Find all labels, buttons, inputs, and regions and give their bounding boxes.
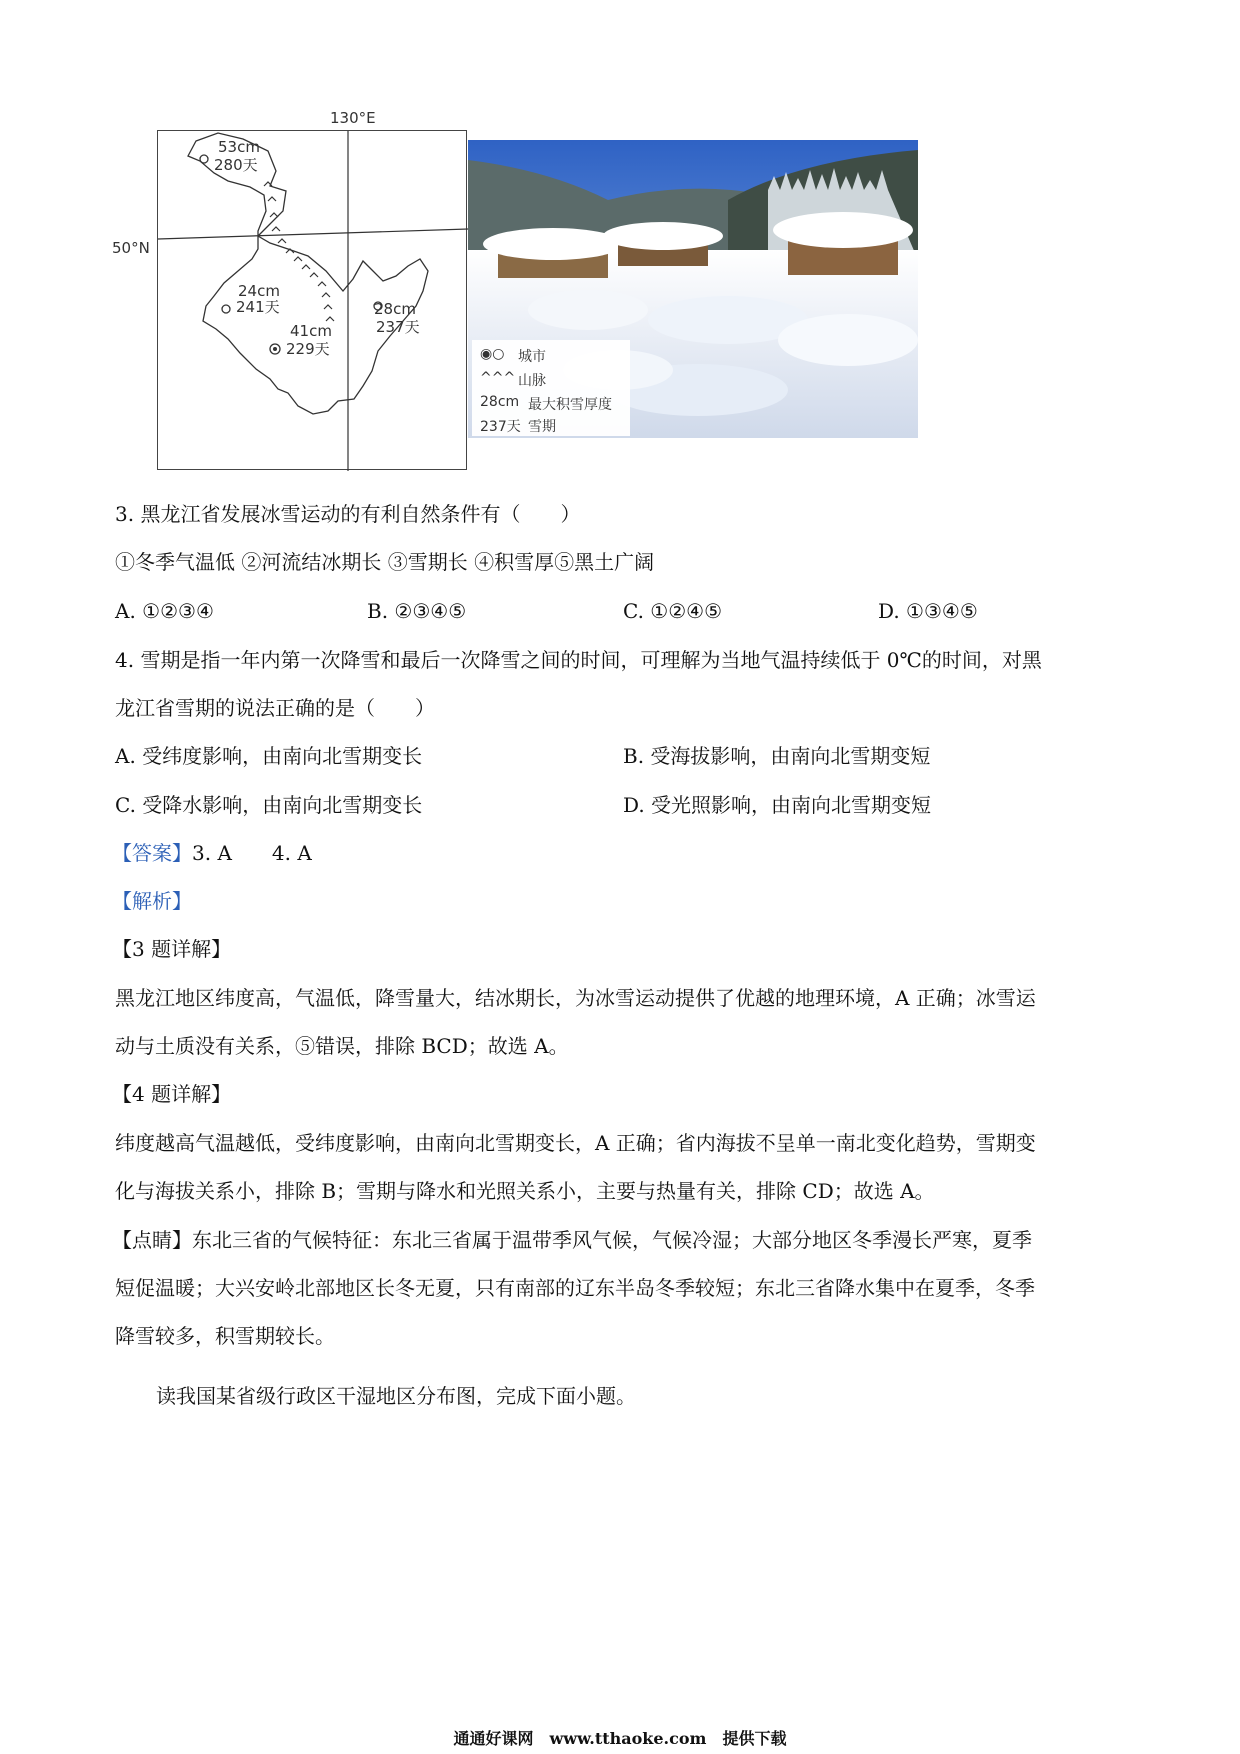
- map-legend: [472, 340, 630, 436]
- map-outline-svg: [158, 131, 468, 471]
- q3-option-d: D. ①③④⑤: [878, 599, 978, 623]
- longitude-label: 130°E: [330, 109, 376, 127]
- latitude-label: 50°N: [112, 239, 150, 257]
- parallel-50-line: [158, 229, 468, 239]
- station-center-days: 229天: [286, 340, 330, 358]
- city-marker-north: [200, 155, 208, 163]
- tip-line1-row: [112, 1226, 1032, 1254]
- answer-row: [112, 839, 312, 867]
- q4-option-b: B. 受海拔影响，由南向北雪期变短: [623, 744, 931, 768]
- q3-detail-line2: 动与土质没有关系，⑤错误，排除 BCD；故选 A。: [115, 1034, 569, 1058]
- q3-items: ①冬季气温低 ②河流结冰期长 ③雪期长 ④积雪厚⑤黑土广阔: [115, 550, 655, 574]
- tip-line1: 东北三省的气候特征：东北三省属于温带季风气候，气候冷湿；大部分地区冬季漫长严寒，夏季: [192, 1228, 1032, 1252]
- q4-detail-line1: 纬度越高气温越低，受纬度影响，由南向北雪期变长，A 正确；省内海拔不呈单一南北变化趋势，雪期变: [115, 1131, 1036, 1155]
- station-east-days: 237天: [376, 318, 420, 336]
- answer-text: 3. A 4. A: [192, 841, 312, 865]
- q4-option-a: A. 受纬度影响，由南向北雪期变长: [115, 744, 423, 768]
- q4-stem-line2: 龙江省雪期的说法正确的是（ ）: [115, 696, 435, 720]
- station-north-days: 280天: [214, 156, 258, 174]
- q3-option-a: A. ①②③④: [115, 599, 214, 623]
- q4-detail-line2: 化与海拔关系小，排除 B；雪期与降水和光照关系小，主要与热量有关，排除 CD；故选 A。: [115, 1179, 935, 1203]
- q3-detail-line1: 黑龙江地区纬度高，气温低，降雪量大，结冰期长，为冰雪运动提供了优越的地理环境，A 正确；冰雪运: [115, 986, 1036, 1010]
- city-marker-west: [222, 305, 230, 313]
- station-center-depth: 41cm: [290, 322, 332, 340]
- legend-city-icon: ◉○: [480, 346, 505, 362]
- q4-option-d: D. 受光照影响，由南向北雪期变短: [623, 793, 932, 817]
- station-west-depth: 24cm: [238, 282, 280, 300]
- tip-line3: 降雪较多，积雪期较长。: [115, 1324, 335, 1348]
- legend-city-label: 城市: [518, 349, 546, 365]
- legend-depth-desc: 最大积雪厚度: [528, 397, 612, 413]
- capital-dot: [273, 347, 277, 351]
- station-west-days: 241天: [236, 298, 280, 316]
- q3-option-c: C. ①②④⑤: [623, 599, 723, 623]
- q3-detail-title: 【3 题详解】: [112, 937, 232, 961]
- q4-stem-line1: 4. 雪期是指一年内第一次降雪和最后一次降雪之间的时间，可理解为当地气温持续低于 0℃的时间，对黑: [115, 648, 1042, 672]
- page-footer: 通通好课网 www.tthaoke.com 提供下载: [453, 1729, 787, 1748]
- q4-option-c: C. 受降水影响，由南向北雪期变长: [115, 793, 423, 817]
- province-outline: [188, 133, 428, 414]
- legend-depth-example: 28cm: [480, 394, 520, 410]
- legend-mountain-icon: ^^^: [480, 370, 516, 386]
- tip-line2: 短促温暖；大兴安岭北部地区长冬无夏，只有南部的辽东半岛冬季较短；东北三省降水集中在夏季，冬季: [115, 1276, 1035, 1300]
- q3-stem: 3. 黑龙江省发展冰雪运动的有利自然条件有（ ）: [115, 502, 581, 526]
- analysis-label: 【解析】: [112, 889, 192, 913]
- heilongjiang-map: [157, 130, 467, 470]
- q4-detail-title: 【4 题详解】: [112, 1082, 232, 1106]
- answer-label: 【答案】: [112, 841, 192, 865]
- legend-mountain-label: 山脉: [518, 373, 546, 389]
- tip-label: 【点睛】: [112, 1228, 192, 1252]
- next-section-intro: 读我国某省级行政区干湿地区分布图，完成下面小题。: [156, 1384, 636, 1408]
- q3-option-b: B. ②③④⑤: [367, 599, 467, 623]
- station-east-depth: 28cm: [374, 300, 416, 318]
- legend-days-example: 237天: [480, 419, 521, 435]
- legend-days-desc: 雪期: [528, 419, 556, 435]
- station-north-depth: 53cm: [218, 138, 260, 156]
